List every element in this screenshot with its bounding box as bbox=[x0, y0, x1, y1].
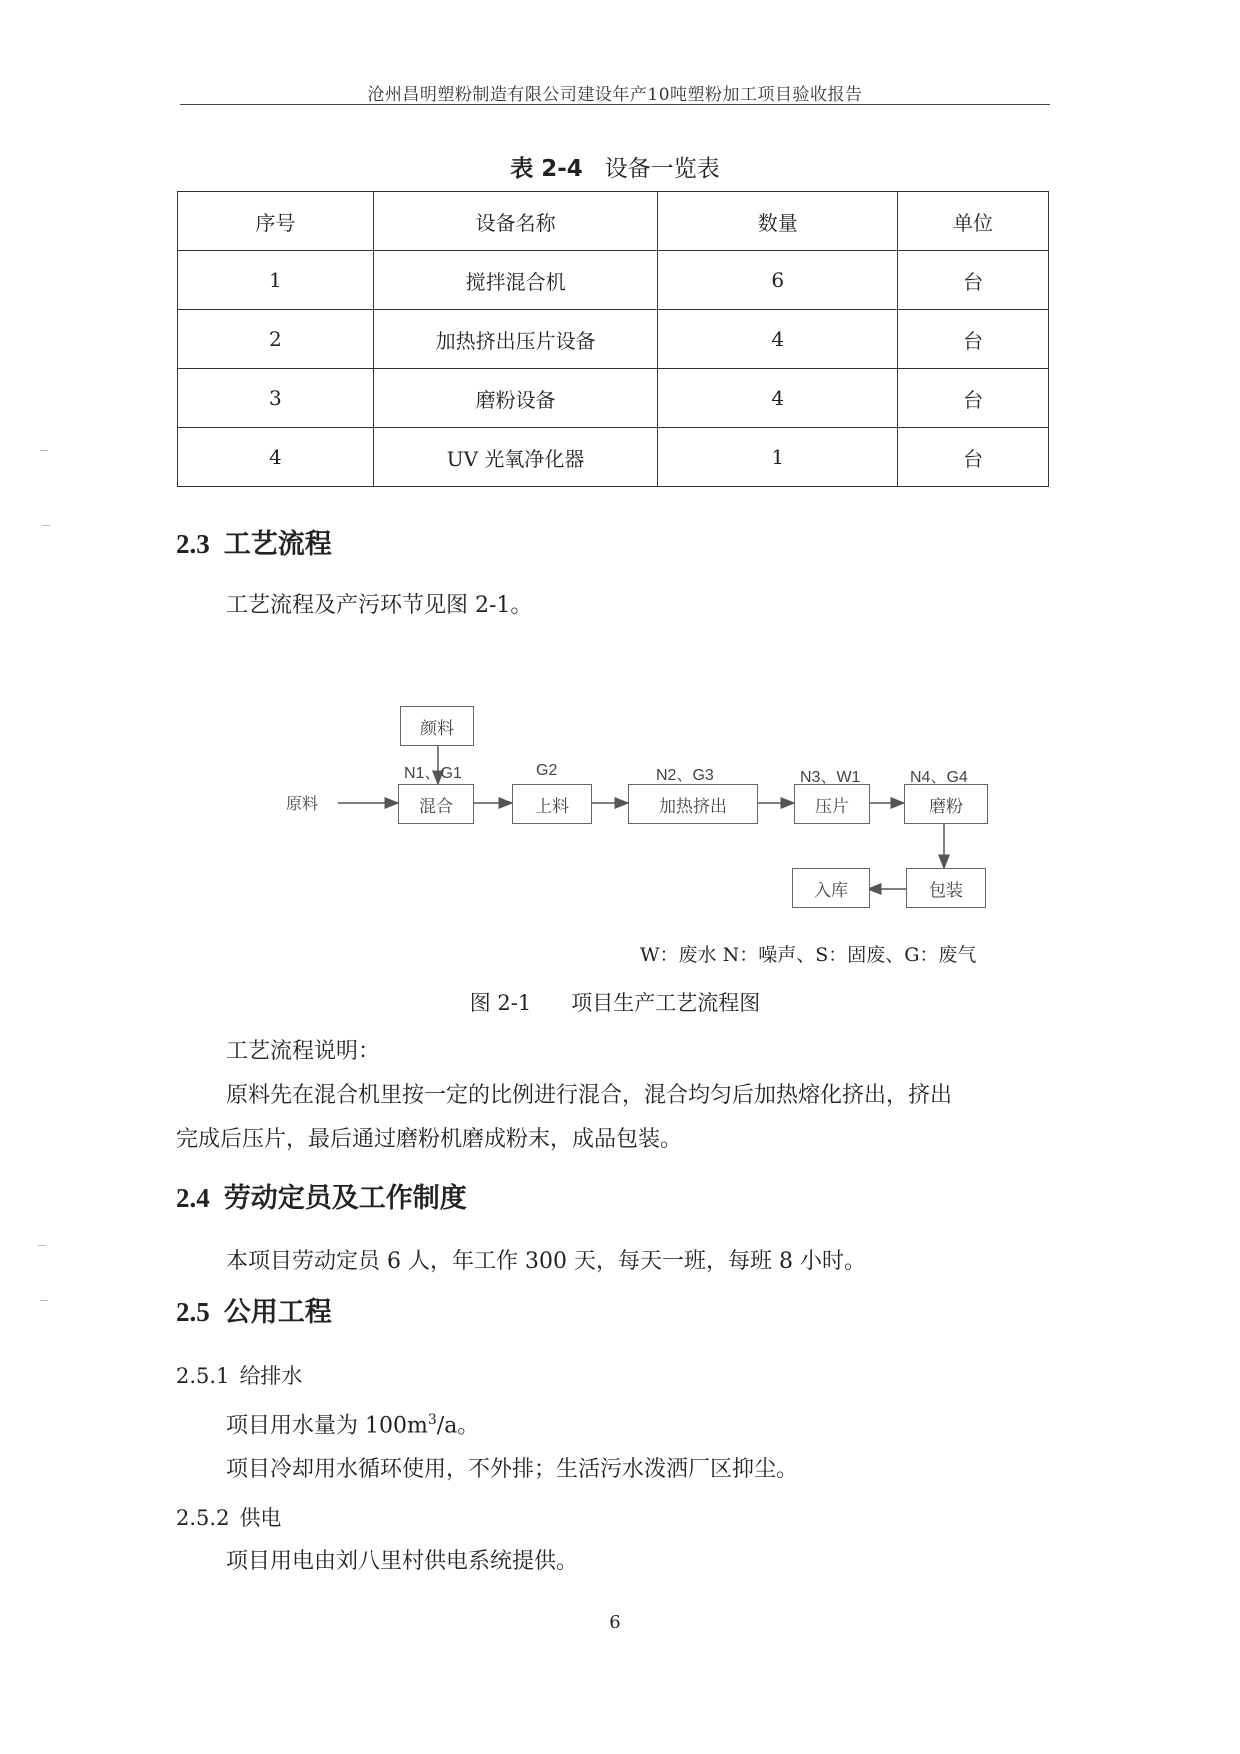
table-cell: 4 bbox=[178, 428, 374, 487]
flow-box-heat-extrude: 加热挤出 bbox=[628, 784, 758, 824]
flow-box-pack: 包装 bbox=[906, 868, 986, 908]
table-cell: 1 bbox=[658, 428, 898, 487]
unit-superscript: 3 bbox=[427, 1412, 437, 1428]
flow-box-feed: 上料 bbox=[512, 784, 592, 824]
section-number: 2.4 bbox=[176, 1183, 210, 1213]
table-cell: 4 bbox=[658, 369, 898, 428]
subsection-heading-2-5-1 bbox=[176, 1360, 302, 1390]
figure-caption bbox=[180, 987, 1050, 1017]
table-cell: 台 bbox=[898, 369, 1049, 428]
scan-mark bbox=[40, 1300, 48, 1301]
table-cell: 2 bbox=[178, 310, 374, 369]
emission-label-feed: G2 bbox=[536, 762, 558, 779]
figure-caption-text: 项目生产工艺流程图 bbox=[571, 991, 761, 1015]
section-number: 2.5 bbox=[176, 1297, 210, 1327]
page-header: 沧州昌明塑粉制造有限公司建设年产10吨塑粉加工项目验收报告 bbox=[367, 85, 863, 105]
water-usage-value: 项目用水量为 100m bbox=[226, 1413, 428, 1439]
table-cell: 加热挤出压片设备 bbox=[373, 310, 658, 369]
table-cell: 1 bbox=[178, 251, 374, 310]
flow-box-store: 入库 bbox=[792, 868, 870, 908]
table-cell: 台 bbox=[898, 310, 1049, 369]
flow-box-press: 压片 bbox=[794, 784, 870, 824]
column-header: 设备名称 bbox=[373, 192, 658, 251]
table-cell: 6 bbox=[658, 251, 898, 310]
table-caption-number: 表 2-4 bbox=[510, 156, 583, 182]
figure-caption-number: 图 2-1 bbox=[469, 991, 532, 1015]
section-title: 工艺流程 bbox=[223, 529, 332, 560]
process-description-label: 工艺流程说明： bbox=[226, 1039, 381, 1064]
column-header: 单位 bbox=[898, 192, 1049, 251]
subsection-heading-2-5-2 bbox=[176, 1502, 281, 1532]
emission-label-press: N3、W1 bbox=[800, 769, 861, 786]
process-intro: 工艺流程及产污环节见图 2-1。 bbox=[226, 593, 533, 618]
section-heading-2-4 bbox=[176, 1176, 467, 1215]
water-recycle-text: 项目冷却用水循环使用，不外排；生活污水泼洒厂区抑尘。 bbox=[226, 1457, 799, 1482]
flowchart-legend: W：废水 N：噪声、S：固废、G：废气 bbox=[640, 944, 977, 966]
table-cell: 搅拌混合机 bbox=[373, 251, 658, 310]
water-usage-text bbox=[226, 1398, 479, 1448]
flow-box-grind: 磨粉 bbox=[904, 784, 988, 824]
scan-mark bbox=[42, 525, 50, 526]
column-header: 数量 bbox=[658, 192, 898, 251]
emission-label-mix: N1、G1 bbox=[404, 765, 462, 782]
table-cell: 台 bbox=[898, 251, 1049, 310]
page-number: 6 bbox=[609, 1612, 621, 1633]
table-cell: 台 bbox=[898, 428, 1049, 487]
flow-box-pigment: 颜料 bbox=[400, 706, 474, 746]
table-cell: 3 bbox=[178, 369, 374, 428]
process-description-line: 原料先在混合机里按一定的比例进行混合，混合均匀后加热熔化挤出，挤出 bbox=[226, 1083, 953, 1108]
emission-label-grind: N4、G4 bbox=[910, 769, 968, 786]
flow-box-mix: 混合 bbox=[398, 784, 474, 824]
process-description-line: 完成后压片，最后通过磨粉机磨成粉末，成品包装。 bbox=[176, 1127, 683, 1152]
section-heading-2-5 bbox=[176, 1290, 332, 1329]
subsection-title: 给排水 bbox=[239, 1364, 303, 1388]
staffing-text: 本项目劳动定员 6 人，年工作 300 天，每天一班，每班 8 小时。 bbox=[226, 1249, 866, 1274]
power-supply-text: 项目用电由刘八里村供电系统提供。 bbox=[226, 1549, 579, 1574]
water-usage-unit: /a。 bbox=[436, 1413, 480, 1439]
section-number: 2.3 bbox=[176, 529, 210, 559]
scan-mark bbox=[38, 1245, 46, 1246]
subsection-number: 2.5.1 bbox=[176, 1364, 230, 1388]
table-cell: 磨粉设备 bbox=[373, 369, 658, 428]
subsection-number: 2.5.2 bbox=[176, 1506, 230, 1530]
column-header: 序号 bbox=[178, 192, 374, 251]
section-title: 劳动定员及工作制度 bbox=[223, 1183, 467, 1214]
table-cell: 4 bbox=[658, 310, 898, 369]
scan-mark bbox=[40, 450, 48, 451]
table-caption-text: 设备一览表 bbox=[604, 156, 720, 182]
emission-label-heat: N2、G3 bbox=[656, 767, 714, 784]
subsection-title: 供电 bbox=[239, 1506, 282, 1530]
section-title: 公用工程 bbox=[223, 1297, 332, 1328]
table-cell: UV 光氧净化器 bbox=[373, 428, 658, 487]
raw-material-label: 原料 bbox=[286, 794, 319, 813]
